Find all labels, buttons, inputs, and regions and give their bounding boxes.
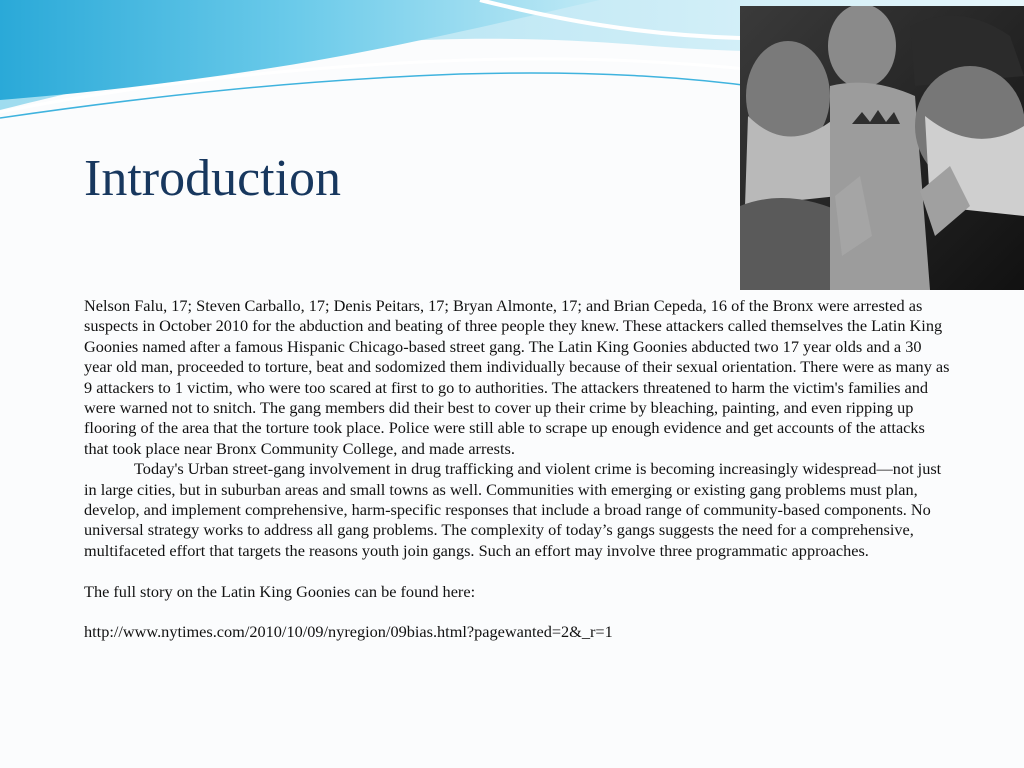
- paragraph-gang-involvement: Today's Urban street-gang involvement in drug trafficking and violent crime is becoming increasingly widespread—not just in large cities, but in suburban areas and small towns as well. Communities with emerging or existing gang problems must plan, develop, and implement comprehensive, harm-specific responses that include a broad range of community-based components. No universal strategy works to address all gang problems. The complexity of today’s gangs suggests the need for a comprehensive, multifaceted effort that targets the reasons youth join gangs. Such an effort may involve three programmatic approaches.: [84, 459, 942, 560]
- gang-members-photo: [740, 6, 1024, 290]
- slide-title: Introduction: [84, 150, 342, 207]
- slide-body: [84, 296, 950, 643]
- paragraph-arrest-details: Nelson Falu, 17; Steven Carballo, 17; Denis Peitars, 17; Bryan Almonte, 17; and Brian Cepeda, 16 of the Bronx were arrested as suspects in October 2010 for the abduction and beating of three people they knew. These attackers called themselves the Latin King Goonies named after a famous Hispanic Chicago-based street gang. The Latin King Goonies abducted two 17 year olds and a 30 year old man, proceeded to torture, beat and sodomized them individually because of their sexual orientation. There were as many as 9 attackers to 1 victim, who were too scared at first to go to authorities. The attackers threatened to harm the victim's families and were warned not to snitch. The gang members did their best to cover up their crime by bleaching, painting, and even ripping up flooring of the area that the torture took place. Police were still able to scrape up enough evidence and get accounts of the attacks that took place near Bronx Community College, and made arrests.: [84, 296, 950, 458]
- photo-image: [740, 6, 1024, 290]
- story-link[interactable]: http://www.nytimes.com/2010/10/09/nyregion/09bias.html?pagewanted=2&_r=1: [84, 622, 613, 642]
- paragraph-story-reference: The full story on the Latin King Goonies can be found here:: [84, 581, 476, 601]
